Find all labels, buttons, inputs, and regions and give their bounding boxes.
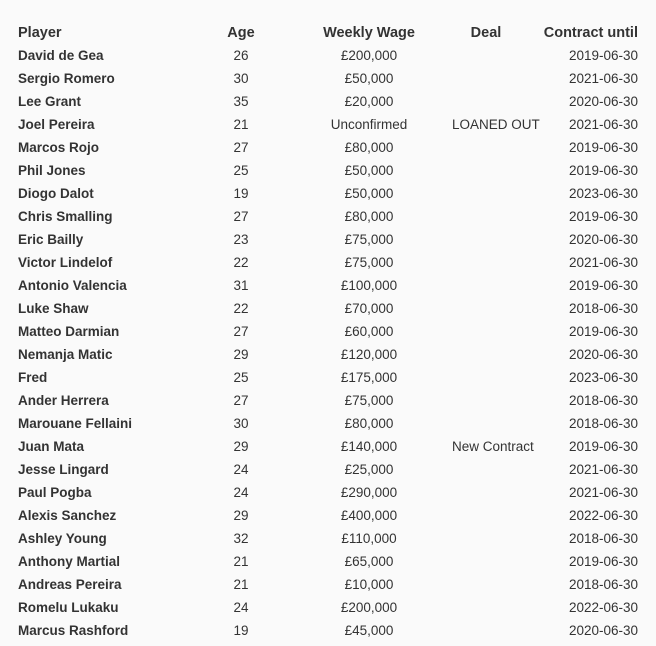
deal-cell (446, 159, 526, 182)
deal-cell (446, 297, 526, 320)
weekly-wage-cell: £100,000 (340, 278, 398, 293)
contract-until-cell: 2020-06-30 (568, 232, 638, 247)
table-row (12, 113, 644, 136)
deal-cell (446, 573, 526, 596)
deal-cell (446, 412, 526, 435)
contract-until-cell: 2022-06-30 (568, 600, 638, 615)
age-cell: 29 (233, 508, 249, 523)
deal-cell (446, 481, 526, 504)
weekly-wage-cell: £70,000 (344, 301, 394, 316)
deal-cell (446, 136, 526, 159)
player-name-cell: Romelu Lukaku (18, 600, 119, 615)
table-row (12, 458, 644, 481)
deal-cell (446, 504, 526, 527)
weekly-wage-cell: £140,000 (340, 439, 398, 454)
contract-until-cell: 2019-06-30 (568, 554, 638, 569)
contract-until-cell: 2021-06-30 (568, 71, 638, 86)
header-row (12, 21, 644, 44)
player-name-cell: Chris Smalling (18, 209, 113, 224)
age-cell: 26 (233, 48, 249, 63)
deal-cell (446, 550, 526, 573)
header-contract-until: Contract until (543, 24, 638, 41)
player-name-cell: Alexis Sanchez (18, 508, 117, 523)
table-row (12, 44, 644, 67)
age-cell: 29 (233, 439, 249, 454)
deal-cell (446, 527, 526, 550)
table-row (12, 573, 644, 596)
deal-cell (446, 67, 526, 90)
age-cell: 24 (233, 462, 249, 477)
table-row (12, 320, 644, 343)
table-row (12, 182, 644, 205)
deal-cell (446, 90, 526, 113)
contract-until-cell: 2021-06-30 (568, 117, 638, 132)
age-cell: 29 (233, 347, 249, 362)
weekly-wage-cell: £50,000 (344, 163, 394, 178)
weekly-wage-cell: £110,000 (341, 531, 397, 546)
player-name-cell: Paul Pogba (18, 485, 92, 500)
deal-cell (446, 596, 526, 619)
age-cell: 32 (233, 531, 249, 546)
player-name-cell: Ashley Young (18, 531, 107, 546)
contract-until-cell: 2022-06-30 (568, 508, 638, 523)
table-row (12, 412, 644, 435)
contract-until-cell: 2020-06-30 (568, 94, 638, 109)
player-name-cell: Lee Grant (18, 94, 82, 109)
table-row (12, 205, 644, 228)
deal-cell (446, 343, 526, 366)
player-name-cell: Marouane Fellaini (18, 416, 133, 431)
weekly-wage-cell: £10,000 (344, 577, 394, 592)
deal-cell (446, 274, 526, 297)
contract-until-cell: 2021-06-30 (568, 255, 638, 270)
weekly-wage-cell: £80,000 (344, 416, 394, 431)
deal-cell: LOANED OUT (452, 117, 540, 132)
player-name-cell: Eric Bailly (18, 232, 84, 247)
contract-until-cell: 2018-06-30 (568, 393, 638, 408)
table-header (12, 21, 644, 44)
weekly-wage-cell: £200,000 (340, 600, 398, 615)
header-age: Age (227, 24, 255, 41)
contract-until-cell: 2020-06-30 (568, 347, 638, 362)
player-wages-table (12, 21, 644, 642)
header-weekly-wage: Weekly Wage (323, 24, 415, 41)
player-name-cell: Marcos Rojo (18, 140, 100, 155)
weekly-wage-cell: £75,000 (344, 255, 394, 270)
header-player: Player (18, 24, 62, 41)
player-name-cell: Matteo Darmian (18, 324, 120, 339)
player-name-cell: Juan Mata (18, 439, 85, 454)
player-name-cell: Sergio Romero (18, 71, 115, 86)
table-row (12, 228, 644, 251)
table-row (12, 159, 644, 182)
contract-until-cell: 2019-06-30 (568, 48, 638, 63)
contract-until-cell: 2019-06-30 (568, 324, 638, 339)
table-row (12, 90, 644, 113)
player-name-cell: Jesse Lingard (18, 462, 109, 477)
table-row (12, 343, 644, 366)
weekly-wage-cell: £175,000 (340, 370, 398, 385)
deal-cell (446, 228, 526, 251)
table-row (12, 274, 644, 297)
contract-until-cell: 2023-06-30 (568, 370, 638, 385)
contract-until-cell: 2018-06-30 (568, 301, 638, 316)
table-row (12, 136, 644, 159)
age-cell: 24 (233, 485, 249, 500)
age-cell: 31 (233, 278, 249, 293)
table-row (12, 596, 644, 619)
weekly-wage-cell: £400,000 (340, 508, 398, 523)
player-name-cell: Antonio Valencia (18, 278, 127, 293)
player-name-cell: Fred (18, 370, 48, 385)
player-name-cell: Marcus Rashford (18, 623, 129, 638)
contract-until-cell: 2018-06-30 (568, 531, 638, 546)
age-cell: 22 (233, 255, 249, 270)
deal-cell (446, 619, 526, 642)
weekly-wage-cell: Unconfirmed (330, 117, 408, 132)
age-cell: 25 (233, 163, 249, 178)
weekly-wage-cell: £50,000 (344, 71, 394, 86)
weekly-wage-cell: £120,000 (340, 347, 398, 362)
age-cell: 27 (233, 324, 249, 339)
age-cell: 19 (233, 186, 249, 201)
table-row (12, 297, 644, 320)
deal-cell (446, 389, 526, 412)
deal-cell (446, 205, 526, 228)
contract-until-cell: 2023-06-30 (568, 186, 638, 201)
weekly-wage-cell: £25,000 (344, 462, 394, 477)
table-row (12, 504, 644, 527)
table-row (12, 481, 644, 504)
contract-until-cell: 2018-06-30 (568, 416, 638, 431)
deal-cell (446, 182, 526, 205)
age-cell: 23 (233, 232, 249, 247)
player-name-cell: Ander Herrera (18, 393, 109, 408)
weekly-wage-cell: £60,000 (344, 324, 394, 339)
deal-cell: New Contract (452, 439, 534, 454)
contract-until-cell: 2019-06-30 (568, 278, 638, 293)
age-cell: 27 (233, 209, 249, 224)
table-row (12, 435, 644, 458)
player-name-cell: Victor Lindelof (18, 255, 113, 270)
table-row (12, 251, 644, 274)
age-cell: 21 (233, 554, 249, 569)
player-name-cell: Joel Pereira (18, 117, 95, 132)
contract-until-cell: 2020-06-30 (568, 623, 638, 638)
player-name-cell: Anthony Martial (18, 554, 121, 569)
header-deal: Deal (470, 24, 502, 41)
contract-until-cell: 2018-06-30 (568, 577, 638, 592)
table-row (12, 550, 644, 573)
player-name-cell: Phil Jones (18, 163, 86, 178)
weekly-wage-cell: £50,000 (344, 186, 394, 201)
table-row (12, 619, 644, 642)
table-row (12, 366, 644, 389)
table-row (12, 389, 644, 412)
contract-until-cell: 2019-06-30 (568, 439, 638, 454)
contract-until-cell: 2019-06-30 (568, 140, 638, 155)
player-name-cell: Diogo Dalot (18, 186, 94, 201)
age-cell: 21 (233, 577, 249, 592)
deal-cell (446, 366, 526, 389)
weekly-wage-cell: £65,000 (344, 554, 394, 569)
deal-cell (446, 251, 526, 274)
age-cell: 22 (233, 301, 249, 316)
age-cell: 27 (233, 140, 249, 155)
deal-cell (446, 458, 526, 481)
weekly-wage-cell: £45,000 (344, 623, 394, 638)
weekly-wage-cell: £80,000 (344, 140, 394, 155)
weekly-wage-cell: £200,000 (340, 48, 398, 63)
weekly-wage-cell: £80,000 (344, 209, 394, 224)
age-cell: 25 (233, 370, 249, 385)
player-name-cell: David de Gea (18, 48, 104, 63)
contract-until-cell: 2019-06-30 (568, 209, 638, 224)
age-cell: 24 (233, 600, 249, 615)
contract-until-cell: 2021-06-30 (568, 462, 638, 477)
contract-until-cell: 2021-06-30 (568, 485, 638, 500)
table-row (12, 527, 644, 550)
contract-until-cell: 2019-06-30 (568, 163, 638, 178)
age-cell: 35 (233, 94, 249, 109)
age-cell: 21 (233, 117, 249, 132)
age-cell: 30 (233, 416, 249, 431)
table-row (12, 67, 644, 90)
weekly-wage-cell: £75,000 (344, 393, 394, 408)
deal-cell (446, 44, 526, 67)
player-name-cell: Andreas Pereira (18, 577, 122, 592)
deal-cell (446, 320, 526, 343)
age-cell: 27 (233, 393, 249, 408)
player-name-cell: Nemanja Matic (18, 347, 113, 362)
weekly-wage-cell: £20,000 (344, 94, 394, 109)
table-body (12, 44, 644, 642)
age-cell: 30 (233, 71, 249, 86)
weekly-wage-cell: £75,000 (344, 232, 394, 247)
player-name-cell: Luke Shaw (18, 301, 89, 316)
weekly-wage-cell: £290,000 (340, 485, 398, 500)
age-cell: 19 (233, 623, 249, 638)
